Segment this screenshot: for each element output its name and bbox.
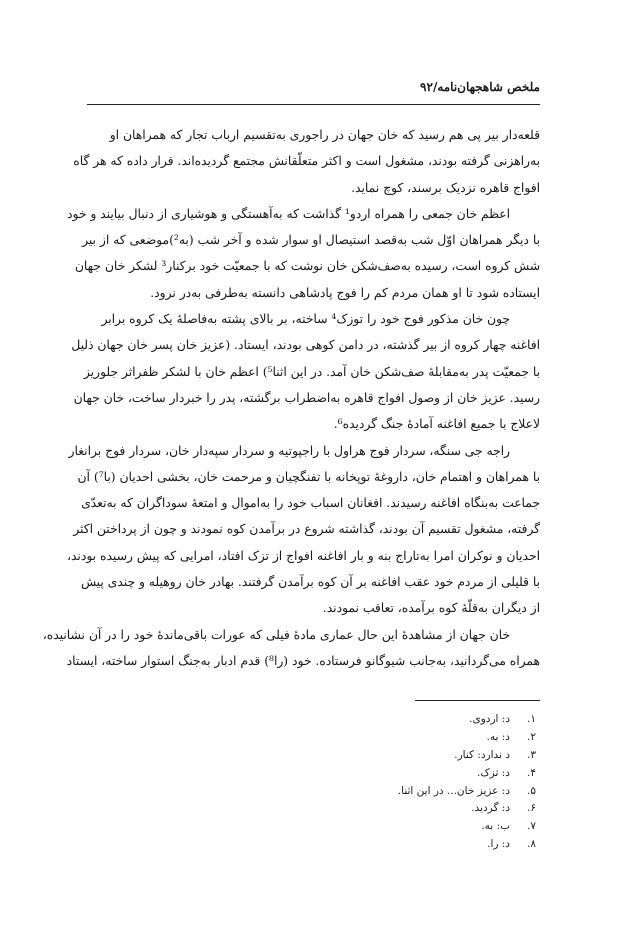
footnote-text: د: تزک.: [476, 766, 510, 779]
footnote-number: ۳.: [527, 748, 536, 761]
text-line: شش کروه است، رسیده به‌صف‌شکن خان نوشت که با جمعیّت خود برکنار³ لشکر خان جهان: [74, 259, 540, 274]
text-line: همراه می‌گردانید، به‌جانب شیوگانو فرستاده. خود (را⁸) قدم ادبار به‌جنگ استوار ساخته، ایستاد: [66, 653, 540, 668]
footnote-separator: [415, 700, 540, 701]
body-text: [42, 122, 540, 674]
footnote-text: د: به.: [486, 730, 510, 743]
text-line: خان جهان از مشاهدۀ این حال عماری مادۀ فیلی که عورات باقی‌ماندۀ خود را در آن نشانیده،: [42, 627, 510, 642]
footnote-number: ۲.: [527, 730, 536, 743]
text-line: ایستاده شود تا او همان مردم کم را فوج پادشاهی دانسته به‌طرفی به‌در نرود.: [150, 285, 540, 300]
text-line: به‌راهزنی گرفته بودند، مشغول است و اکثر متعلّقانش مجتمع گردیده‌اند. قرار داده که هر گاه: [73, 154, 540, 169]
footnote-number: ۶.: [527, 802, 536, 815]
running-head: ملخص شاهجهان‌نامه/۹۲: [420, 80, 540, 94]
text-line: چون خان مذکور فوج خود را توزک⁴ ساخته، بر بالای پشته به‌فاصلۀ یک کروه برابر: [101, 312, 510, 327]
footnote-number: ۵.: [527, 784, 536, 797]
footnotes: [276, 711, 536, 854]
footnote-item: [276, 800, 536, 818]
text-line: از دیگران به‌قلّۀ کوه برآمده، تعاقب نمودند.: [322, 601, 540, 616]
footnote-number: ۴.: [527, 766, 536, 779]
footnote-item: [276, 729, 536, 747]
text-line: لاعلاج با جمیع افاغنه آمادۀ جنگ گردیده⁶.: [333, 417, 540, 432]
header-rule: [87, 104, 540, 105]
footnote-text: د: را.: [487, 838, 510, 851]
text-line: قلعه‌دار بیر پی هم رسید که خان جهان در راجوری به‌تقسیم ارباب تجار که همراهان او: [109, 128, 540, 142]
footnote-text: د ندارد: کنار.: [454, 748, 510, 761]
text-line: احدیان و نوکران امرا به‌تاراج بنه و بار افاغنه افواج از تزک افتاد، امرایی که پیش رسیده بودند،: [67, 548, 540, 563]
footnote-item: [276, 818, 536, 836]
footnote-number: ۸.: [527, 838, 536, 851]
footnote-text: د: گردید.: [471, 802, 510, 815]
footnote-item: [276, 783, 536, 801]
text-line: راجه جی سنگه، سردار فوج هراول با راجپوتیه و سردار سپه‌دار خان، سردار فوج برانغار: [68, 443, 510, 458]
footnote-text: د: اردوی.: [469, 713, 510, 725]
footnote-number: ۷.: [527, 820, 536, 833]
text-line: با دیگر همراهان اوّل شب به‌قصد استیصال او سوار شده و آخر شب (به²)موضعی که از بیر: [82, 233, 540, 248]
footnote-item: [276, 836, 536, 854]
footnote-item: [276, 747, 536, 765]
footnote-item: [276, 711, 536, 729]
footnote-text: ب: به.: [481, 820, 510, 833]
text-line: اعظم خان جمعی را همراه اردو¹ گذاشت که به‌آهستگی و هوشیاری از دنبال بیایند و خود: [67, 206, 510, 221]
footnote-item: [276, 765, 536, 783]
text-line: افواج قاهره نزدیک برسند، کوچ نماید.: [351, 180, 540, 195]
text-line: با همراهان و اهتمام خان، داروغۀ توپخانه با تفنگچیان و مرحمت خان، بخشی احدیان (با⁷) آن: [77, 469, 540, 484]
text-line: جماعت به‌بنگاه افاغنه رسیدند. افغانان اسباب خود را به‌اموال و امتعۀ سوداگران که به‌تعدّی: [81, 496, 540, 511]
text-line: رسید. عزیز خان از وصول افواج قاهره به‌اضطراب برگشته، پدر را خبردار ساخت، خان جهان: [73, 390, 540, 405]
text-line: با جمعیّت پدر به‌مقابلۀ صف‌شکن خان آمد. در این اثنا⁵) اعظم خان با لشکر ظفراثر جلوریز: [83, 364, 540, 379]
footnote-number: ۱.: [527, 713, 536, 725]
text-line: گرفته، مشغول تقسیم آن بودند، گذاشته شروع در برآمدن کوه نمودند و چون از پرداختن اکثر: [73, 522, 540, 537]
text-line: با قلیلی از مردم خود عقب افاغنه بر آن کوه برآمدن گرفتند. بهادر خان روهیله و چندی پیش: [80, 575, 540, 590]
text-line: افاغنه چهار کروه از بیر گذشته، در دامن کوهی بودند، ایستاد. (عزیز خان پسر خان جهان ذلیل: [71, 338, 540, 353]
footnote-text: د: عزیز خان... در این اثنا.: [397, 784, 510, 797]
